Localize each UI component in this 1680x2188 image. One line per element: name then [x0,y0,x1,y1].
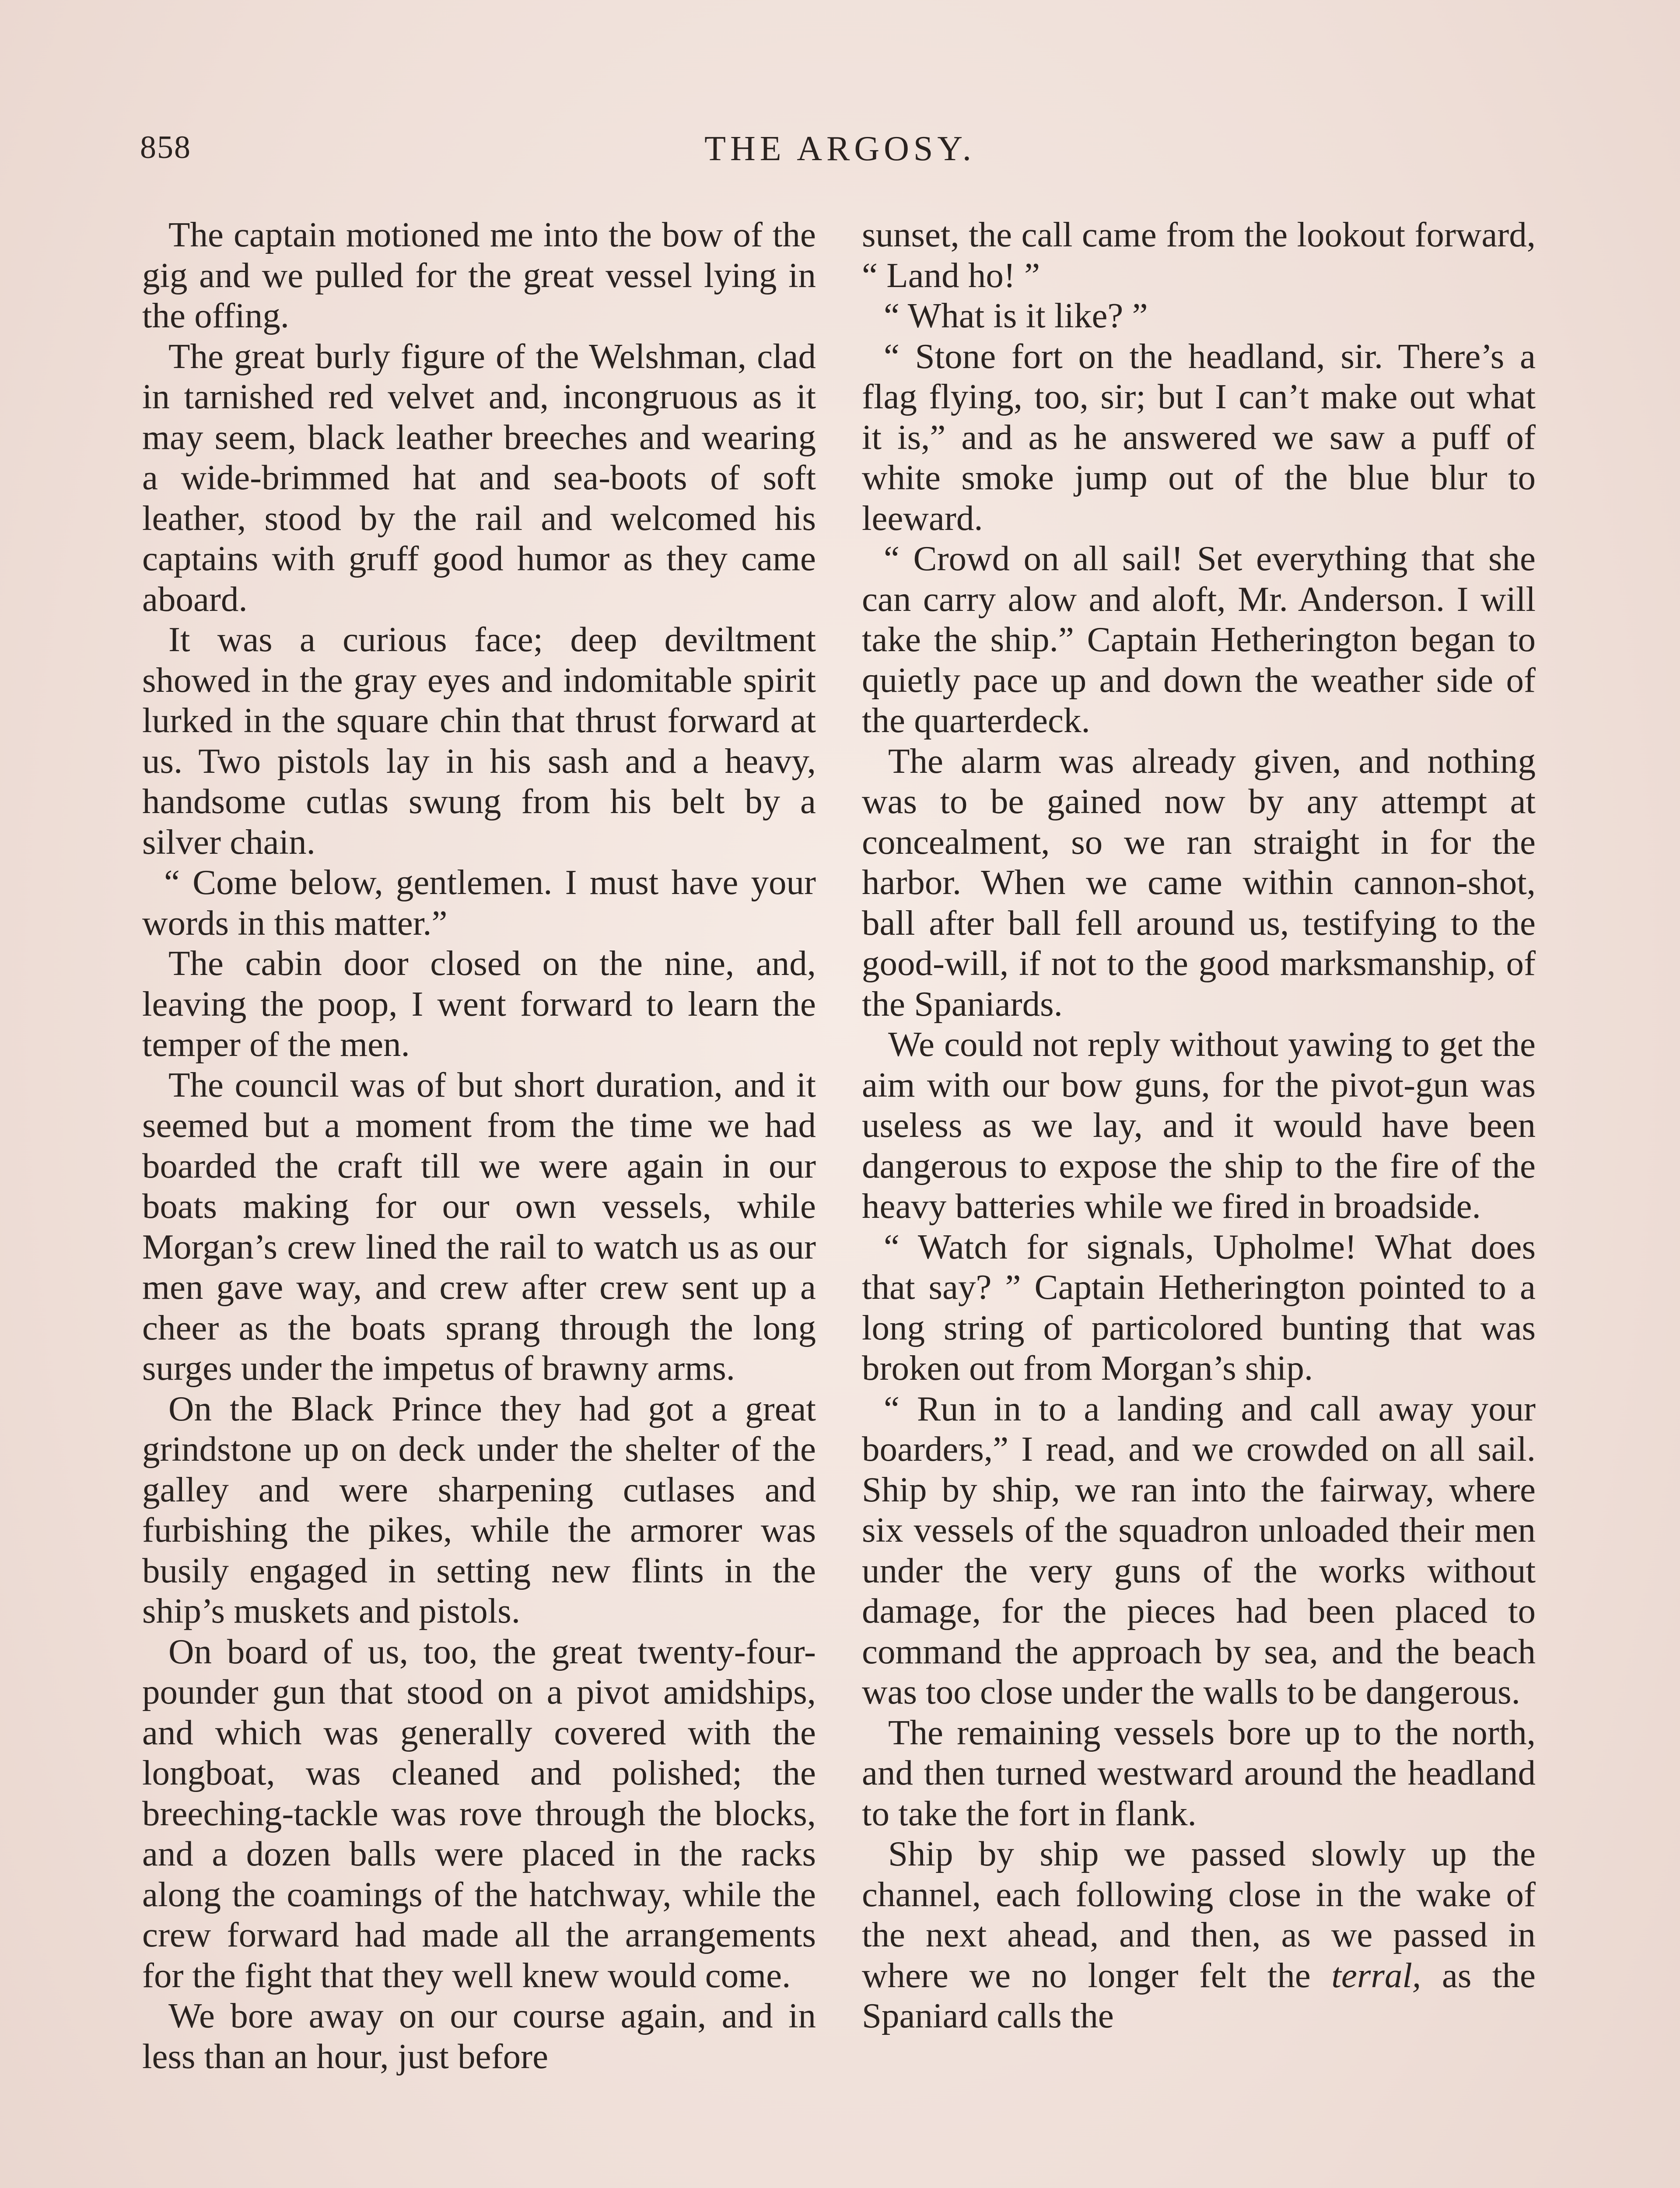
paragraph: “ Run in to a landing and call away your boarders,” I read, and we crowded on all sail. Ship by ship, we ran into the fairway, where six vessels of the squadron unloaded their men under the very guns of the works without damage, for the pieces had been placed to command the approach by sea, and the beach was too close under the walls to be dangerous. [862,1389,1536,1711]
paragraph: The remaining vessels bore up to the north, and then turned westward around the headland to take the fort in flank. [862,1712,1536,1833]
page-number: 858 [140,130,191,165]
paragraph: We bore away on our course again, and in less than an hour, just before [142,1996,816,2076]
paragraph: The alarm was already given, and nothing was to be gained now by any attempt at concealment, so we ran straight in for the harbor. When we came within cannon-shot, ball after ball fell around us, testifying to the good-will, if not to the good marksmanship, of the Spaniards. [862,741,1536,1024]
right-column [862,214,1536,2188]
paragraph: On the Black Prince they had got a great grindstone up on deck under the shelter of the galley and were sharpening cutlases and furbishing the pikes, while the armorer was busily engaged in setting new flints in the ship’s muskets and pistols. [142,1389,816,1630]
paragraph: “ Stone fort on the headland, sir. There’s a flag flying, too, sir; but I can’t make out what it is,” and as he answered we saw a puff of white smoke jump out of the blue blur to leeward. [862,336,1536,538]
paragraph: We could not reply without yawing to get the aim with our bow guns, for the pivot-gun was useless as we lay, and it would have been dangerous to expose the ship to the fire of the heavy batteries while we fired in broadside. [862,1024,1536,1226]
paragraph: “ Crowd on all sail! Set everything that she can carry alow and aloft, Mr. Anderson. I will take the ship.” Captain Hetherington began to quietly pace up and down the weather side of the quarterdeck. [862,539,1536,740]
paragraph: On board of us, too, the great twenty-four-pounder gun that stood on a pivot amidships, and which was generally covered with the longboat, was cleaned and polished; the breeching-tackle was rove through the blocks, and a dozen balls were placed in the racks along the coamings of the hatchway, while the crew forward had made all the arrangements for the fight that they well knew would come. [142,1631,816,1995]
paragraph: It was a curious face; deep deviltment showed in the gray eyes and indomitable spirit lurked in the square chin that thrust forward at us. Two pistols lay in his sash and a heavy, handsome cutlas swung from his belt by a silver chain. [142,620,816,862]
paragraph: “ Watch for signals, Upholme! What does that say? ” Captain Hetherington pointed to a long string of particolored bunting that was broken out from Morgan’s ship. [862,1227,1536,1388]
paragraph: “ Come below, gentlemen. I must have your words in this matter.” [142,863,816,943]
paragraph: The captain motioned me into the bow of the gig and we pulled for the great vessel lying in the offing. [142,215,816,335]
text-run: Ship by ship we passed slowly up the channel, each following close in the wake of the next ahead, and then, as we passed in where we no longer felt the [862,1834,1536,1995]
running-head: THE ARGOSY. [704,130,976,168]
paragraph-with-italic [862,1834,1536,2036]
left-column [142,214,816,2188]
paragraph: The great burly figure of the Welshman, clad in tarnished red velvet and, incongruous as it may seem, black leather breeches and wearing a wide-brimmed hat and sea-boots of soft leather, stood by the rail and welcomed his captains with gruff good humor as they came aboard. [142,336,816,619]
paragraph: “ What is it like? ” [884,296,1148,335]
text-run: as the Spaniard calls the [862,1955,1536,2035]
paragraph: The council was of but short duration, and it seemed but a moment from the time we had boarded the craft till we were again in our boats making for our own vessels, while Morgan’s crew lined the rail to watch us as our men gave way, and crew after crew sent up a cheer as the boats sprang through the long surges under the impetus of brawny arms. [142,1065,816,1388]
page-header [140,129,1540,182]
italic-word: terral, [1331,1955,1421,1995]
paragraph: The cabin door closed on the nine, and, leaving the poop, I went forward to learn the temper of the men. [142,943,816,1064]
paragraph-continuation: sunset, the call came from the lookout forward, “ Land ho! ” [862,215,1536,295]
